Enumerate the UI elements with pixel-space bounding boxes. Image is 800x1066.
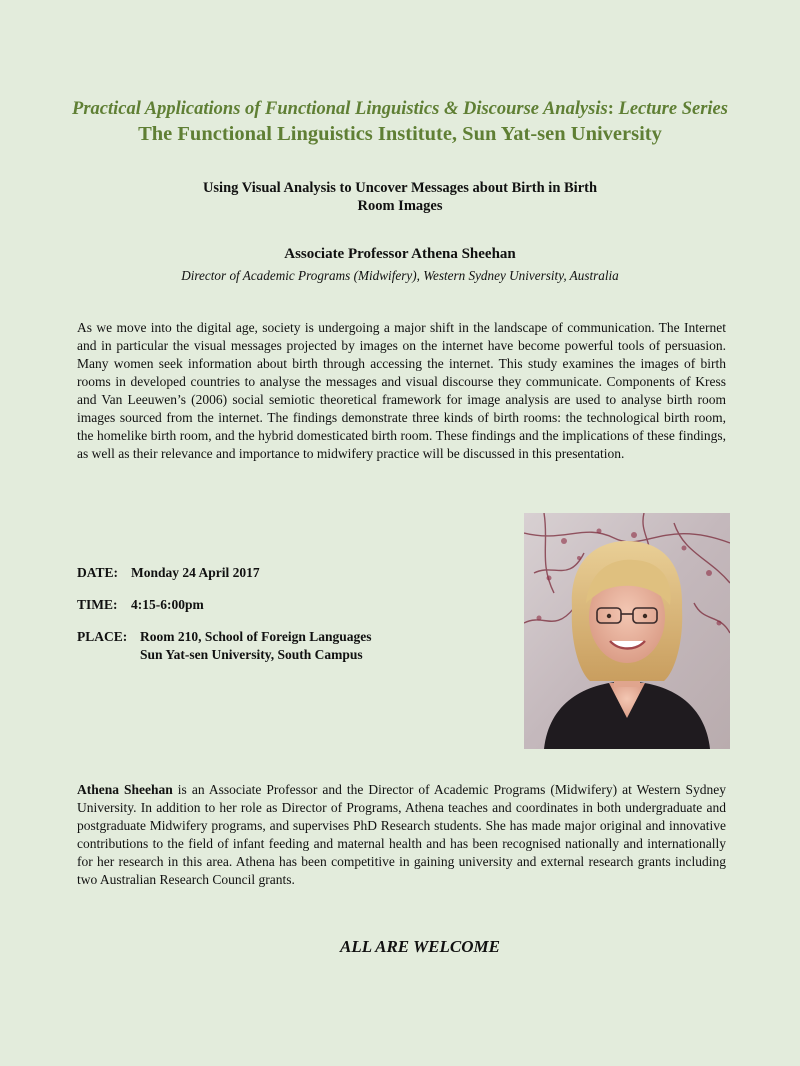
talk-title: Using Visual Analysis to Uncover Messages about Birth in Birth Room Images	[202, 180, 598, 214]
date-label: DATE:	[77, 565, 119, 580]
series-title-suffix: Lecture Series	[618, 99, 728, 119]
place-row	[77, 629, 372, 663]
speaker-name: Associate Professor Athena Sheehan	[284, 246, 516, 262]
speaker-bio	[77, 781, 726, 889]
place-label: PLACE:	[77, 629, 128, 644]
time-row	[77, 597, 204, 613]
place-line-1: Room 210, School of Foreign Languages	[140, 629, 372, 644]
speaker-affiliation: Director of Academic Programs (Midwifery), Western Sydney University, Australia	[181, 268, 619, 283]
series-title	[0, 99, 800, 120]
date-value: Monday 24 April 2017	[131, 565, 260, 580]
series-title-colon: :	[607, 99, 619, 119]
bio-name: Athena Sheehan	[77, 782, 173, 797]
date-row	[77, 565, 260, 581]
all-welcome-note: ALL ARE WELCOME	[340, 937, 500, 956]
time-value: 4:15-6:00pm	[131, 597, 204, 612]
institute-name: The Functional Linguistics Institute, Sun Yat-sen University	[138, 123, 662, 145]
place-line-2: Sun Yat-sen University, South Campus	[140, 647, 363, 662]
speaker-portrait-image	[524, 513, 730, 749]
series-title-main: Practical Applications of Functional Linguistics & Discourse Analysis	[72, 99, 608, 119]
time-label: TIME:	[77, 597, 118, 612]
abstract-paragraph: As we move into the digital age, society is undergoing a major shift in the landscape of communication. The Internet and in particular the visual messages projected by images on the internet have become powerful tools of persuasion. Many women seek information about birth through accessing the internet. This study examines the images of birth rooms in developed countries to analyse the messages and visual discourse they communicate. Components of Kress and Van Leeuwen’s (2006) social semiotic theoretical framework for image analysis are used to analyse birth room images sourced from the internet. The findings demonstrate three kinds of birth rooms: the technological birth room, the homelike birth room, and the hybrid domesticated birth room. These findings and the implications of these findings, as well as their relevance and importance to midwifery practice will be discussed in this presentation.	[77, 320, 726, 461]
bio-text: is an Associate Professor and the Director of Academic Programs (Midwifery) at Western Sydney University. In addition to her role as Director of Programs, Athena teaches and coordinates in both undergraduate and postgraduate Midwifery programs, and supervises PhD Research students. She has made major original and innovative contributions to the field of infant feeding and maternal health and has been recognised nationally and internationally for her research in this area. Athena has been competitive in gaining university and external research grants including two Australian Research Council grants.	[77, 782, 726, 887]
speaker-photo	[524, 513, 730, 749]
